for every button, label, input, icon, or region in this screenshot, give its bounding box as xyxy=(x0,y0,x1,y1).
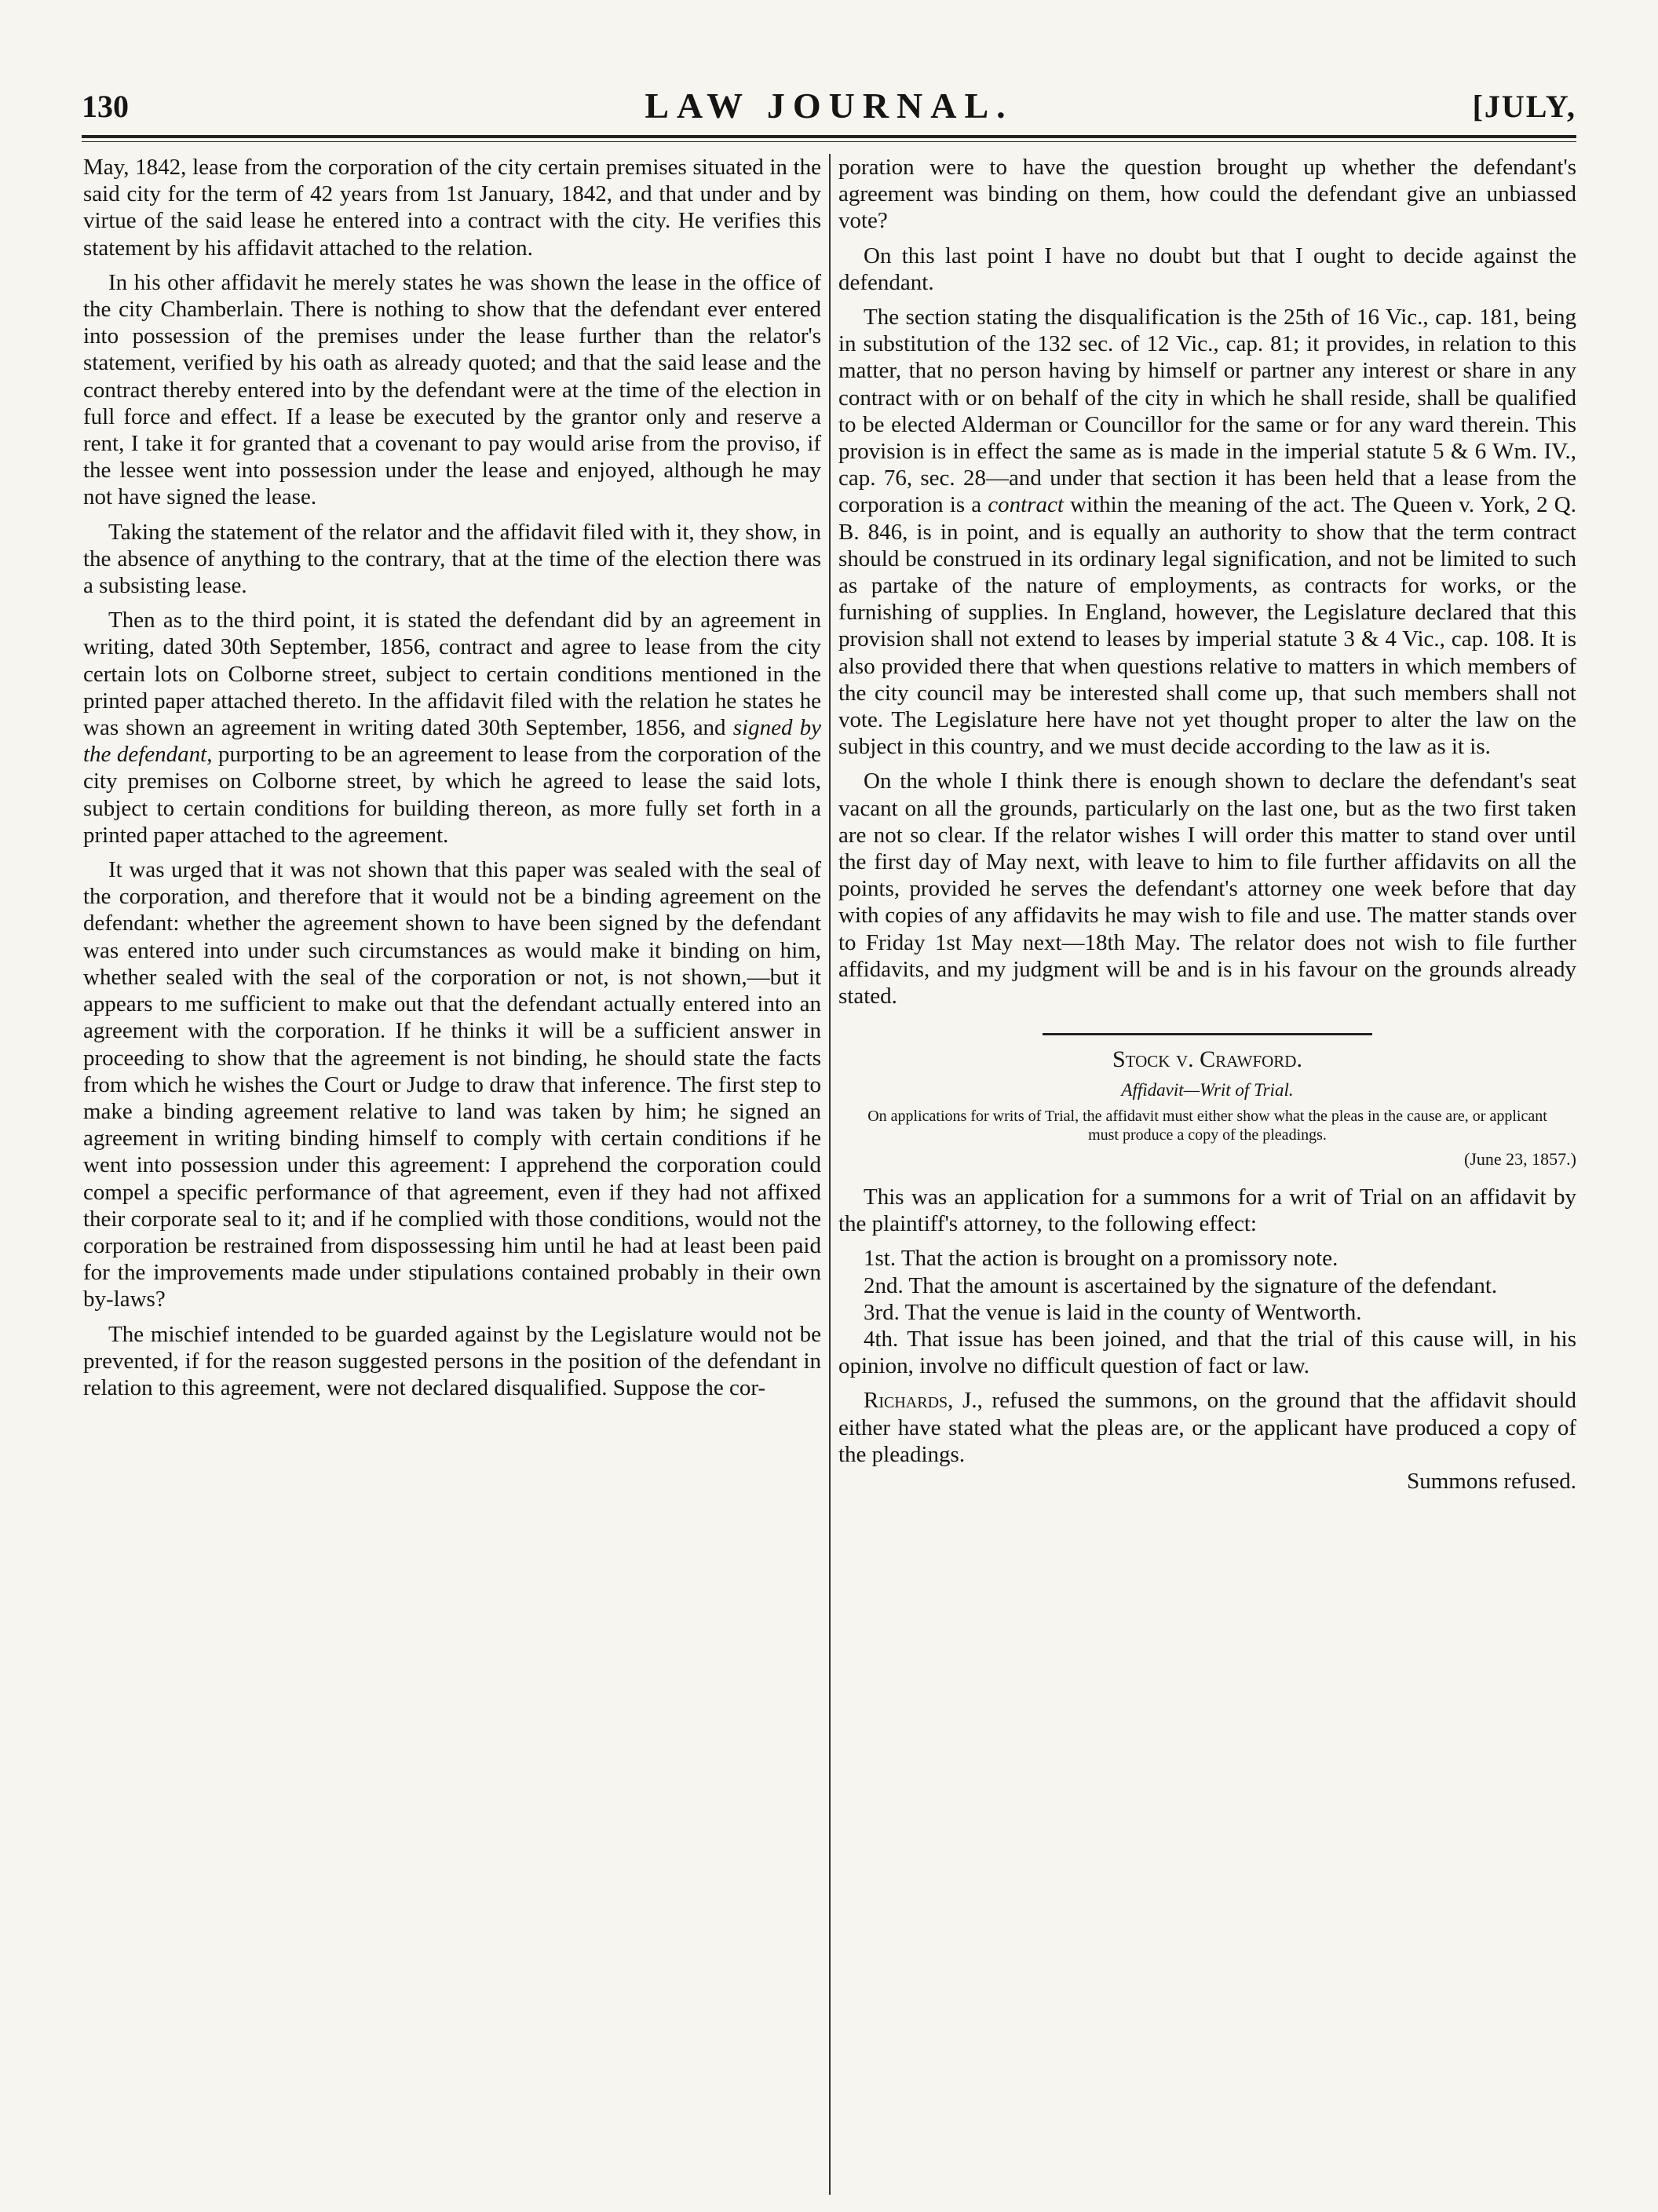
text-run: The section stating the disqualification is the 25th of 16 Vic., cap. 181, being in substitution of the 132 sec. of 12 Vic., cap. 81; it provides, in relation to this matter, that no person having by himself or partner any interest or share in any contract with or on behalf of the city in which he shall reside, shall be qualified to be elected Alderman or Councillor for the same or for any ward therein. This provision is in effect the same as is made in the imperial statute 5 & 6 Wm. IV., cap. 76, sec. 28—and under that section it has been held that a lease from the corporation is a xyxy=(838,305,1576,518)
text-run: purporting to be an agreement to lease from the corporation of the city premises on Colborne street, by which he agreed to lease the said lots, subject to certain conditions for building thereon, as more fully set forth in a printed paper attached to the agreement. xyxy=(83,742,821,848)
section-divider xyxy=(1043,1033,1372,1035)
header-rule-thick xyxy=(82,135,1576,138)
column-divider xyxy=(829,154,831,2195)
paragraph: 1st. That the action is brought on a promissory note. xyxy=(864,1246,1338,1272)
paragraph: On the whole I think there is enough shown to declare the defendant's seat vacant on all the grounds, particularly on the last one, but as the two first taken are not so clear. If the relator wishes I will order this matter to stand over until the first day of May next, with leave to him to file further affidavits on all the points, provided he serves the defendant's attorney one week before that day with copies of any affidavits he may wish to file and use. The matter stands over to Friday 1st May next—18th May. The relator does not wish to file further affidavits, and my judgment will be and is in his favour on the grounds already stated. xyxy=(838,768,1576,1009)
judge-name: Richards, J., xyxy=(864,1388,983,1414)
emphasis-text: contract xyxy=(988,492,1064,518)
paragraph: 2nd. That the amount is ascertained by the signature of the defendant. xyxy=(864,1272,1498,1298)
paragraph: 3rd. That the venue is laid in the county of Wentworth. xyxy=(864,1299,1362,1325)
paragraph xyxy=(838,1387,1576,1468)
paragraph: May, 1842, lease from the corporation of the city certain premises situated in the said city for the term of 42 years from 1st January, 1842, and that under and by virtue of the said lease he entered into a contract with the city. He verifies this statement by his affidavit attached to the relation. xyxy=(83,155,821,261)
paragraph: In his other affidavit he merely states he was shown the lease in the office of the city Chamberlain. There is nothing to show that the defendant ever entered into possession of the premises under the lease further than the relator's statement, verified by his oath as already quoted; and that the said lease and the contract thereby entered into by the defendant were at the time of the election in full force and effect. If a lease be executed by the grantor only and reserve a rent, I take it for granted that a covenant to pay would arise from the proviso, if the lessee went into possession under the lease and enjoyed, although he may not have signed the lease. xyxy=(83,269,821,510)
case-date: (June 23, 1857.) xyxy=(1464,1148,1576,1169)
text-run: refused the summons, on the ground that the affidavit should either have stated what the pleas are, or the applicant have produced a copy of the pleadings. xyxy=(838,1388,1577,1467)
case-subtitle: Affidavit—Writ of Trial. xyxy=(1121,1079,1294,1100)
left-column xyxy=(83,154,821,1409)
page-number: 130 xyxy=(82,89,129,124)
text-run: within the meaning of the act. The Queen v. York, 2 Q. B. 846, is in point, and is equally an authority to show that the term contract should be construed in its ordinary legal signification, and not be limited to such as partake of the nature of employments, as contracts for works, or the furnishing of supplies. In England, however, the Legislature declared that this provision shall not extend to leases by imperial statute 3 & 4 Vic., cap. 108. It is also provided there that when questions relative to matters in which members of the city council may be interested shall come up, that such members shall not vote. The Legislature here have not yet thought proper to alter the law on the subject in this country, and we must decide according to the law as it is. xyxy=(838,492,1576,760)
paragraph: poration were to have the question brought up whether the defendant's agreement was binding on them, how could the defendant give an unbiassed vote? xyxy=(838,155,1576,234)
case-headnote: On applications for writs of Trial, the affidavit must either show what the pleas in the cause are, or applicant must produce a copy of the pleadings. xyxy=(867,1107,1547,1144)
header-month: [JULY, xyxy=(1472,89,1576,124)
text-run: Then as to the third point, it is stated the defendant did by an agreement in writing, dated 30th September, 1856, contract and agree to lease from the city certain lots on Colborne street, subject to certain conditions mentioned in the printed paper attached thereto. In the affidavit filed with the relation he states he was shown an agreement in writing dated 30th September, 1856, and xyxy=(83,608,821,741)
case-outcome: Summons refused. xyxy=(1407,1468,1576,1494)
paragraph xyxy=(83,607,821,849)
paragraph: It was urged that it was not shown that this paper was sealed with the seal of the corporation, and therefore that it would not be a binding agreement on the defendant: whether the agreement shown to have been signed by the defendant was entered into under such circumstances as would make it binding on him, whether sealed with the seal of the corporation or not, is not shown,—but it appears to me sufficient to make out that the defendant actually entered into an agreement with the corporation. If he thinks it will be a sufficient answer in proceeding to show that the agreement is not binding, he should state the facts from which he wishes the Court or Judge to draw that inference. The first step to make a binding agreement relative to land was taken by him; he signed an agreement in writing binding himself to comply with certain conditions if he went into possession under this agreement: I apprehend the corporation could compel a specific performance of that agreement, even if they had not affixed their corporate seal to it; and if he complied with those conditions, would not the corporation be restrained from dispossessing him until he had at least been paid for the improvements made under stipulations contained probably in their own by-laws? xyxy=(83,857,821,1312)
case-title: Stock v. Crawford. xyxy=(1112,1046,1302,1073)
paragraph: On this last point I have no doubt but that I ought to decide against the defendant. xyxy=(838,243,1576,295)
paragraph xyxy=(838,304,1576,760)
paragraph: This was an application for a summons for a writ of Trial on an affidavit by the plaintiff's attorney, to the following effect: xyxy=(838,1184,1576,1237)
paragraph: The mischief intended to be guarded against by the Legislature would not be prevented, if for the reason suggested persons in the position of the defendant in relation to this agreement, were not declared disqualified. Suppose the cor- xyxy=(83,1321,821,1400)
running-header xyxy=(82,85,1576,137)
right-column xyxy=(838,154,1576,1502)
paragraph: Taking the statement of the relator and the affidavit filed with it, they show, in the absence of anything to the contrary, that at the time of the election there was a subsisting lease. xyxy=(83,519,821,599)
header-rule-thin xyxy=(82,141,1576,142)
journal-title: LAW JOURNAL. xyxy=(645,86,1013,126)
emphasis-text: signed by the defendant, xyxy=(83,715,821,768)
paragraph: 4th. That issue has been joined, and that the trial of this cause will, in his opinion, involve no difficult question of fact or law. xyxy=(838,1326,1576,1379)
